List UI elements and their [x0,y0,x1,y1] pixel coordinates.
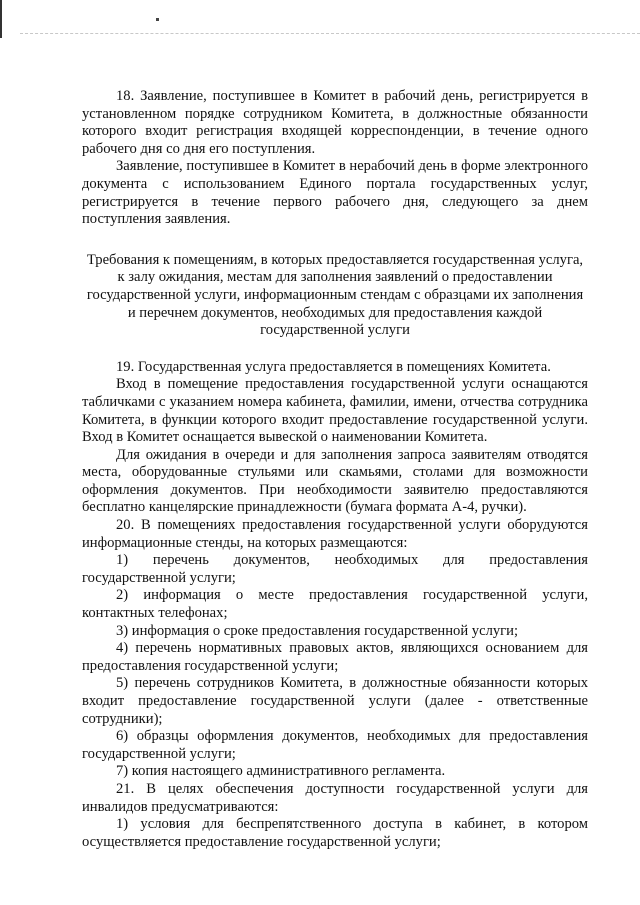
list-item-3: 3) информация о сроке предоставления государственной услуги; [116,622,519,639]
paragraph-21: 21. В целях обеспечения доступности государственной услуги для инвалидов предусматриваются: [82,780,588,815]
paragraph-18-nonworking-day: Заявление, поступившее в Комитет в нерабочий день в форме электронного документа с использованием Единого портала государственных услуг, регистрируется в течение первого рабочего дня, следующего за днем поступления заявления. [82,158,588,228]
paragraph-18: 18. Заявление, поступившее в Комитет в рабочий день, регистрируется в установленном порядке сотрудником Комитета, в должностные обязанности которого входит регистрация входящей корреспонденции, в течение одного рабочего дня со дня его поступления. [82,88,588,157]
paragraph-19: 19. Государственная услуга предоставляется в помещениях Комитета. [116,358,551,375]
paragraph-20: 20. В помещениях предоставления государственной услуги оборудуются информационные стенды, на которых размещаются: [82,517,588,551]
list-item-1: 1) перечень документов, необходимых для предоставления государственной услуги; [82,552,588,586]
scan-dot-mark [156,18,159,21]
scan-header-rule [20,33,640,34]
list-item-6: 6) образцы оформления документов, необходимых для предоставления государственной услуги; [82,728,588,762]
paragraph-entrance-signage: Вход в помещение предоставления государственной услуги оснащаются табличками с указанием номера кабинета, фамилии, имени, отчества сотрудника Комитета, в функции которого входит предоставление государственной услуги. Вход в Комитет оснащается вывеской о наименовании Комитета. [82,376,588,446]
list-item-4: 4) перечень нормативных правовых актов, являющихся основанием для предоставления государственной услуги; [82,640,588,674]
list-item-7: 7) копия настоящего административного регламента. [116,763,446,780]
document-body [82,88,588,851]
list-item-21-1: 1) условия для беспрепятственного доступа в кабинет, в котором осуществляется предоставление государственной услуги; [82,816,588,850]
list-item-2: 2) информация о месте предоставления государственной услуги, контактных телефонах; [82,587,588,622]
paragraph-waiting-area: Для ожидания в очереди и для заполнения запроса заявителям отводятся места, оборудованные стульями или скамьями, столами для возможности оформления документов. При необходимости заявителю предоставляются бесплатно канцелярские принадлежности (бумага формата А-4, ручки). [82,446,588,516]
list-item-5: 5) перечень сотрудников Комитета, в должностные обязанности которых входит предоставление государственной услуги (далее - ответственные сотрудники); [82,675,588,727]
section-heading: Требования к помещениям, в которых предоставляется государственная услуга, к залу ожидания, местам для заполнения заявлений о предоставлении государственной услуги, информационным стендам с образцами их заполнения и перечнем документов, необходимых для предоставления каждой государственной услуги [86,251,584,339]
scan-edge-mark [0,0,2,38]
